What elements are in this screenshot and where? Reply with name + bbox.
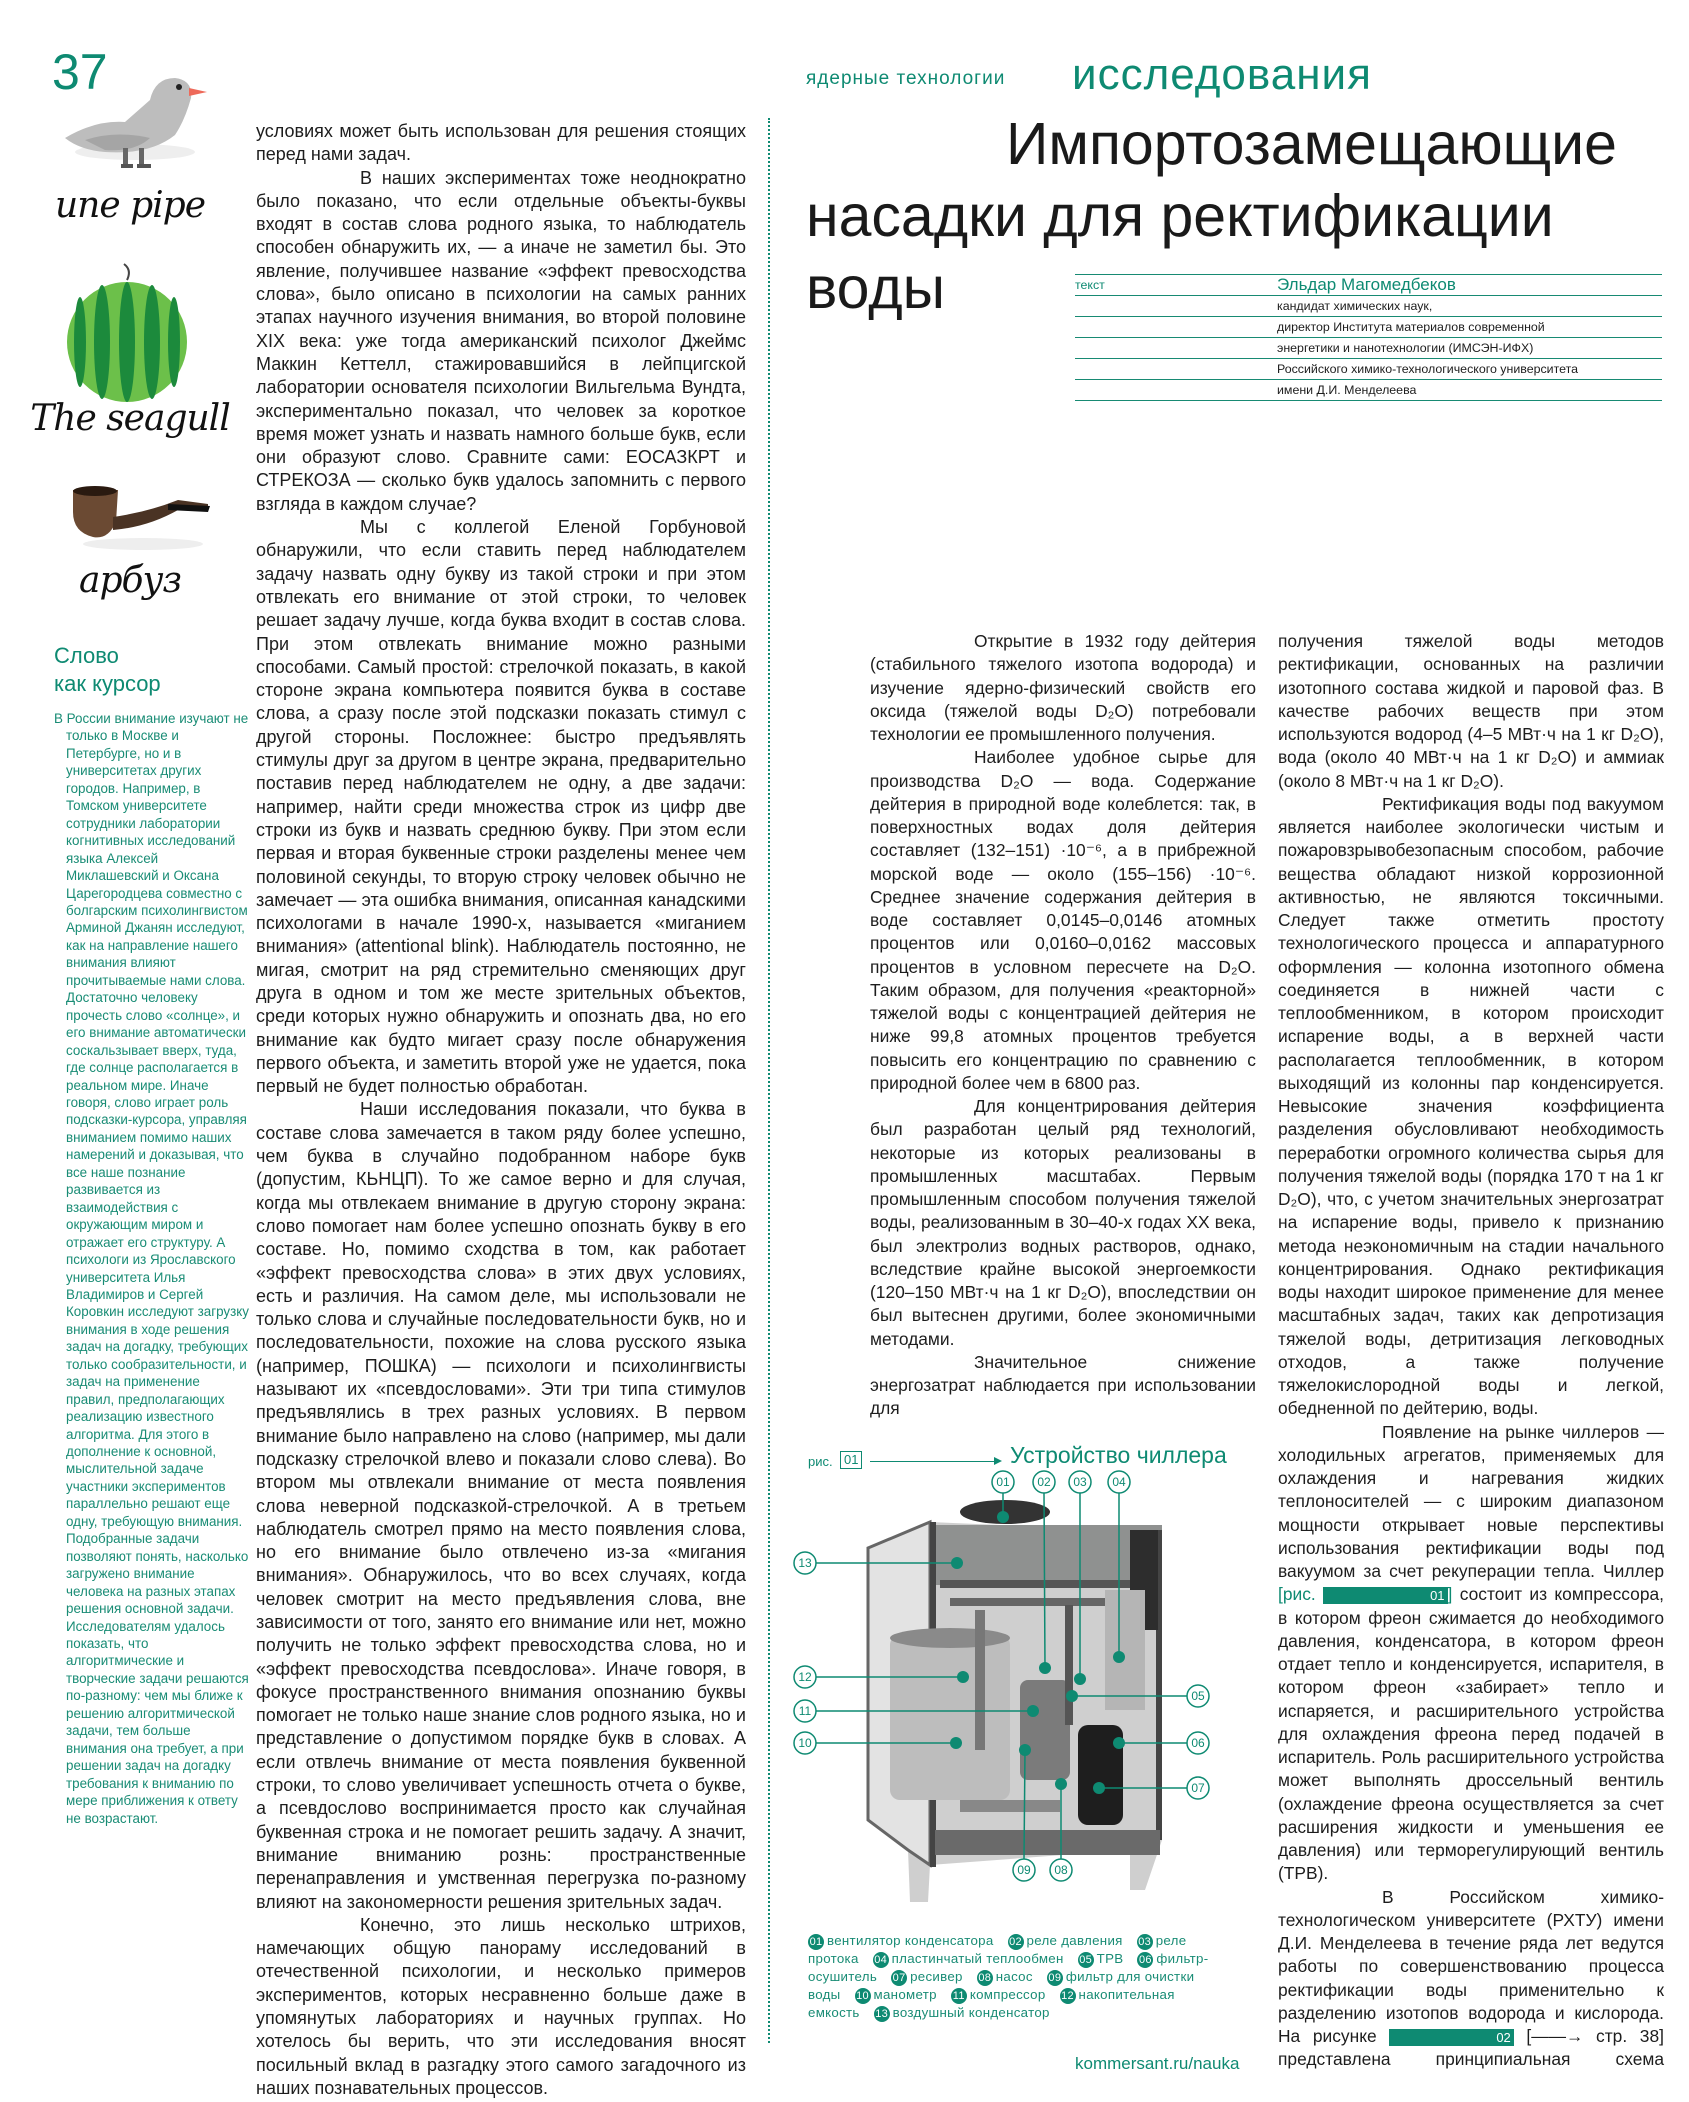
arrow-right-icon: ——→ (1531, 2026, 1584, 2046)
callout-03 (1069, 1471, 1091, 1493)
legend-number-badge: 05 (1079, 1954, 1093, 1966)
callout-06 (1187, 1732, 1209, 1754)
paragraph: Открытие в 1932 году дейтерия (стабильного тяжелого изотопа водорода) и изучение ядерно-физический свойств его оксида (тяжелой воды D₂O) потребовали технологии ее промышленного получения. (870, 631, 1256, 744)
page-number: 37 (52, 44, 108, 100)
figure-number: 01 (840, 1451, 862, 1469)
watermelon-illustration (62, 262, 192, 402)
callout-number: 12 (798, 1670, 812, 1684)
article-column-a (870, 630, 1256, 1421)
legend-number-badge: 06 (1139, 1954, 1152, 1966)
legend-number-badge: 08 (978, 1972, 992, 1984)
callout-08 (1050, 1859, 1072, 1881)
legend-item (1078, 1951, 1124, 1966)
legend-number-badge: 13 (875, 2008, 889, 2020)
callout-05 (1187, 1685, 1209, 1707)
callout-number: 02 (1037, 1475, 1051, 1489)
callout-number: 03 (1073, 1475, 1087, 1489)
legend-number-badge: 11 (952, 1990, 965, 2002)
legend-item (855, 1987, 937, 2002)
sidebar-body: В России внимание изучают не только в Москве и Петербурге, но и в университетах других городов. Например, в Томском университете сотрудники лаборатории когнитивных исследований языка Алексей Миклашевский и Оксана Царегородцева совместно с болгарским психолингвистом Арминой Джанян исследуют, как на направление нашего внимания влияют прочитываемые нами слова. Достаточно человеку прочесть слово «солнце», и его внимание автоматически соскальзывает вверх, туда, где солнце располагается в реальном мире. Иначе говоря, слово играет роль подсказки-курсора, управляя вниманием помимо наших намерений и доказывая, что все наше познание развивается из взаимодействия с окружающим миром и отражает его структуру. А психологи из Ярославского университета Илья Владимиров и Сергей Коровкин исследуют загрузку внимания в ходе решения задач на догадку, требующих только сообразительности, и задач на применение правил, предполагающих реализацию известного алгоритма. Для этого в дополнение к основной, мыслительной задаче участники экспериментов параллельно решают еще одну, требующую внимания. Подобранные задачи позволяют понять, насколько загружено внимание человека на разных этапах решения основной задачи. Исследователям удалось показать, что алгоритмические и творческие задачи решаются по-разному: чем мы ближе к решению алгоритмической задачи, тем больше внимания она требует, а при решении задач на догадку требования к вниманию по мере приближения к ответу не возрастают. (54, 711, 249, 1826)
title-line: воды (806, 255, 946, 321)
section-title: исследования (1072, 50, 1372, 99)
rubric: ядерные технологии (806, 68, 1006, 89)
paragraph-text: представлена принципиальная схема (1278, 2049, 1664, 2070)
arrow-right-icon (870, 1461, 1000, 1462)
legend-number-badge: 04 (874, 1954, 888, 1966)
paragraph: Значительное снижение энергозатрат наблюдается при использовании для (870, 1351, 1256, 1419)
paragraph: условиях может быть использован для решения стоящих перед нами задач. (256, 121, 746, 165)
legend-text: фильтр для очистки воды (808, 1969, 1195, 2002)
chiller-figure (790, 1470, 1250, 1930)
legend-text: накопительная емкость (808, 1987, 1175, 2020)
legend-item (873, 1951, 1064, 1966)
author-name: Эльдар Магомедбеков (1277, 275, 1456, 294)
paragraph: В наших экспериментах тоже неоднократно было показано, что если отдельные объекты-буквы входят в состав слова родного языка, то наблюдатель способен обнаружить их, — а иначе не заметил бы. Это явление, получившее название «эффект превосходства слова», было описано в психологии на самых ранних этапах научного изучения внимания, во второй половине XIX века: уже тогда американский психолог Джеймс Маккин Кеттелл, стажировавшийся в лейпцигской лаборатории основателя психологии Вильгельма Вундта, экспериментально показал, что человек за короткое время может узнать и назвать намного больше букв, если они образуют слово. Сравните сами: ЕОСАЗКРТ и СТРЕКОЗА — сколько букв удалось запомнить с первого взгляда в каждом случае? (256, 167, 746, 514)
author-bio-line: имени Д.И. Менделеева (1277, 383, 1417, 397)
caption-arbuz: арбуз (79, 560, 181, 601)
legend-text: ресивер (910, 1969, 963, 1984)
paragraph-text: Появление на рынке чиллеров — холодильных агрегатов, применяемых для охлаждения и нагревания жидких теплоносителей — с широким диапазоном мощности открывает новые перспективы использования ректификации воды под вакуумом за счет рекуперации тепла. Чиллер (1278, 1421, 1664, 1581)
page-reference[interactable]: [——→ стр. 38] (1526, 2026, 1664, 2046)
author-bio-line: кандидат химических наук, (1277, 299, 1433, 313)
paragraph-text: состоит из компрессора, в котором фреон сжимается до необходимого давления, конденсатора, в котором фреон отдает тепло и конденсируется, испарителя, в котором фреон «забирает» тепло и испаряется, и расширительного устройства для охлаждения фреона перед подачей в испаритель. Роль расширительного устройства может выполнять дроссельный вентиль (охлаждение фреона осуществляется за счет расширения жидкости и уменьшения ее давления) или терморегулирующий вентиль (ТРВ). (1278, 1584, 1664, 1884)
legend-item (951, 1987, 1046, 2002)
author-bio-line: Российского химико-технологического университета (1277, 362, 1579, 376)
legend-number-badge: 02 (1009, 1936, 1022, 1948)
legend-item (891, 1969, 963, 1984)
legend-text: реле давления (1026, 1933, 1123, 1948)
legend-number-badge: 07 (892, 1972, 906, 1984)
legend-number-badge: 01 (809, 1936, 823, 1948)
legend-text: пластинчатый теплообмен (891, 1951, 1064, 1966)
figure-reference[interactable]: [рис. 01 ] (1278, 1584, 1453, 1605)
callout-number: 01 (996, 1475, 1010, 1489)
author-label: текст (1075, 278, 1105, 292)
legend-item (977, 1969, 1033, 1984)
callout-13 (794, 1552, 816, 1574)
caption-une-pipe: une pipe (54, 185, 206, 226)
figure-legend (808, 1932, 1238, 2022)
legend-text: ТРВ (1096, 1951, 1124, 1966)
caption-the-seagull: The seagull (30, 398, 230, 439)
paragraph: Мы с коллегой Еленой Горбуновой обнаружили, что если ставить перед наблюдателем задачу назвать одну букву из такой строки и при этом отвлекать его внимание от этой строки, то человек решает задачу лучше, когда буква входит в состав слова. При этом отвлекать внимание можно разными способами. Самый простой: стрелочкой показать, в какой стороне экрана компьютера появится буква в составе слова, а сразу после этой подсказки показать стимул с другой стороны. Посложнее: быстро предъявлять стимулы друг за другом в центре экрана, предварительно поставив перед наблюдателем не одну, а две задачи: например, найти среди множества строк из цифр две строки из букв и назвать среднюю букву. При этом если первая и вторая буквенные строки разделены менее чем половиной секунды, то вторую строку человек обычно не замечает — эта ошибка внимания, описанная канадскими психологами в начале 1990-х, называется «миганием внимания» (attentional blink). Наблюдатель постоянно, не мигая, смотрит на ряд стремительно сменяющих друг друга в одном и том же месте зрительных объектов, среди которых нужно обнаружить и опознать два, но его внимание как будто мигает сразу после обнаружения первого объекта, и заметить второй уже не удается, пока первый не будет полностью обработан. (256, 517, 746, 1097)
paragraph-text: В Российском химико-технологическом университете (РХТУ) имени Д.И. Менделеева в течение ряда лет ведутся работы по совершенствованию процесса ректификации воды применительно к разделению изотопов водорода и кислорода. На рисунке (1278, 1886, 1664, 2046)
chiller-photo (868, 1500, 1162, 1902)
callout-number: 10 (798, 1736, 812, 1750)
sidebar-title (54, 642, 244, 698)
legend-text: насос (995, 1969, 1033, 1984)
callout-number: 09 (1017, 1863, 1031, 1877)
legend-item (808, 1933, 994, 1948)
page-divider (768, 118, 770, 2043)
callout-number: 06 (1191, 1736, 1205, 1750)
paragraph: получения тяжелой воды методов ректификации, основанных на различии изотопного состава жидкой и паровой фаз. В качестве рабочих веществ при этом используются водород (4–5 МВт·ч на 1 кг D₂O), вода (около 40 МВт·ч на 1 кг D₂O) и аммиак (около 8 МВт·ч на 1 кг D₂O). (1278, 631, 1664, 791)
callout-02 (1033, 1471, 1055, 1493)
sidebar-title-line2: как курсор (54, 671, 161, 696)
figure-label: рис. (808, 1454, 833, 1469)
paragraph: Ректификация воды под вакуумом является наиболее экологически чистым и пожаровзрывобезопасным способом, рабочие вещества обладают низкой коррозионной активностью, не являются токсичными. Следует также отметить простоту технологического процесса и аппаратурного оформления — колонна изотопного обмена соединяется в нижней части с теплообменником, в котором происходит испарение воды, а в верхней части располагается теплообменник, в котором выходящий из колонны пар конденсируется. Невысокие значения коэффициента разделения обусловливают необходимость переработки огромного количества сырья для получения тяжелой воды (порядка 170 т на 1 кг D₂O), что, с учетом значительных энергозатрат на испарение воды, привело к признанию метода неэкономичным на стадии начального концентрирования. Однако ректификация воды находит широкое применение для менее масштабных задач, таких как депротизация тяжелой воды, детритизация легководных отходов, а также получение тяжелокислородной воды и легкой, обедненной по дейтерию, воды. (1278, 793, 1664, 1419)
title-line: Импортозамещающие (1006, 111, 1617, 177)
figure-ref-label: рис. (1282, 1584, 1316, 1605)
callout-12 (794, 1666, 816, 1688)
figure-ref-number: 01 (1323, 1587, 1447, 1604)
author-bio-line: директор Института материалов современной (1277, 320, 1545, 334)
legend-number-badge: 09 (1048, 1972, 1062, 1984)
paragraph: Наши исследования показали, что буква в составе слова замечается в таком ряду более успешно, чем буква в случайно подобранном наборе букв (допустим, КЬНЦП). То же самое верно и для случая, когда мы отвлекаем внимание в другую сторону экрана: слово помогает нам более успешно опознать букву в его составе. Но, помимо сходства в том, как работает «эффект превосходства слова» в этих двух условиях, есть и различия. На самом деле, мы использовали не только слова и случайные последовательности букв, но и последовательности, похожие на слова русского языка (например, ПОШКА) — психологи и психолингвисты называют их «псевдословами». Эти три типа стимулов предъявлялись в трех разных условиях. В первом внимание было направлено на слово (например, мы дали подсказку стрелочкой влево и показали слово слева). Во втором мы отвлекали внимание от места появления слова неверной подсказкой-стрелочкой. А в третьем наблюдатель смотрел прямо на место появления слова, но его внимание было отвлечено из-за «мигания внимания». Обнаружилось, что во всех случаях, когда человек смотрит на место предъявления слова, вне зависимости от того, занято его внимание или нет, можно получить не только эффект превосходства слова, но и «эффект превосходства псевдослова». Иначе говоря, в фокусе пространственного внимания опознанию буквы помогает не только наше знание слов родного языка, но и представление о допустимом порядке букв в словах. А если отвлечь внимание от места появления буквенной строки, то слово увеличивает успешность отчета о букве, а псевдослово воспринимается просто как случайная буквенная строка и не помогает решить задачу. А значит, внимание вниманию рознь: пространственные перенаправления и умственная перегрузка по-разному влияют на закономерности решения зрительных задач. (256, 1099, 746, 1912)
legend-number-badge: 03 (1138, 1936, 1152, 1948)
callout-number: 08 (1054, 1863, 1068, 1877)
footer-url[interactable]: kommersant.ru/nauka (1075, 2054, 1240, 2073)
article-column-b (1278, 630, 1664, 2072)
callout-01 (992, 1471, 1014, 1493)
legend-item (1008, 1933, 1123, 1948)
author-bio-line: энергетики и нанотехнологии (ИМСЭН-ИФХ) (1277, 341, 1534, 355)
callout-10 (794, 1732, 816, 1754)
author-block (1075, 274, 1662, 401)
legend-item (874, 2005, 1050, 2020)
seagull-illustration (55, 60, 215, 190)
legend-text: воздушный конденсатор (892, 2005, 1050, 2020)
callout-11 (794, 1700, 816, 1722)
figure-title: Устройство чиллера (1010, 1442, 1227, 1468)
figure-ref-number[interactable]: 02 (1389, 2029, 1513, 2046)
paragraph: Конечно, это лишь несколько штрихов, намечающих общую панораму исследований в отечественной психологии, и несколько примеров экспериментов, которых несравненно больше даже в упомянутых лабораториях и научных группах. Но хотелось бы верить, что эти исследования вносят посильный вклад в разгадку этого самого загадочного из наших познавательных процессов. (256, 1914, 746, 2098)
sidebar-title-line1: Слово (54, 643, 119, 668)
pipe-illustration (68, 482, 218, 552)
legend-text: фильтр-осушитель (808, 1951, 1209, 1984)
legend-text: реле протока (808, 1933, 1187, 1966)
legend-text: вентилятор конденсатора (827, 1933, 994, 1948)
callout-number: 05 (1191, 1689, 1205, 1703)
title-line: насадки для ректификации (806, 183, 1554, 249)
paragraph (1278, 1421, 1664, 1886)
legend-number-badge: 12 (1061, 1990, 1074, 2002)
left-article-column (256, 120, 746, 2100)
page-ref-text: стр. 38 (1596, 2026, 1660, 2046)
legend-text: компрессор (969, 1987, 1046, 2002)
legend-text: манометр (873, 1987, 937, 2002)
legend-number-badge: 10 (856, 1990, 869, 2002)
paragraph (1278, 1886, 1664, 2072)
callout-number: 04 (1112, 1475, 1126, 1489)
paragraph: Наиболее удобное сырье для производства D₂O — вода. Содержание дейтерия в природной воде колеблется: так, в поверхностных водах доля дейтерия составляет (132–151) ·10⁻⁶, а в прибрежной морской воде — около (155–156) ·10⁻⁶. Среднее значение содержания дейтерия в воде составляет 0,0145–0,0146 атомных процентов или 0,0160–0,0162 массовых процентов в условном пересчете на D₂O. Таким образом, для получения «реакторной» тяжелой воды с концентрацией дейтерия не ниже 99,8 атомных процентов требуется повысить его концентрацию по сравнению с природной более чем в 6800 раз. (870, 747, 1256, 1093)
paragraph: Для концентрирования дейтерия был разработан целый ряд технологий, некоторые из которых реализованы в промышленных масштабах. Первым промышленным способом получения тяжелой воды, реализованным в 30–40-х годах XX века, был электролиз водных растворов, однако, вследствие крайне высокой энергоемкости (120–150 МВт·ч на 1 кг D₂O), впоследствии он был вытеснен другими, более экономичными методами. (870, 1096, 1256, 1349)
callout-07 (1187, 1777, 1209, 1799)
callout-number: 07 (1191, 1781, 1205, 1795)
callout-number: 13 (798, 1556, 812, 1570)
callout-09 (1013, 1859, 1035, 1881)
callout-04 (1108, 1471, 1130, 1493)
callout-number: 11 (798, 1704, 812, 1718)
